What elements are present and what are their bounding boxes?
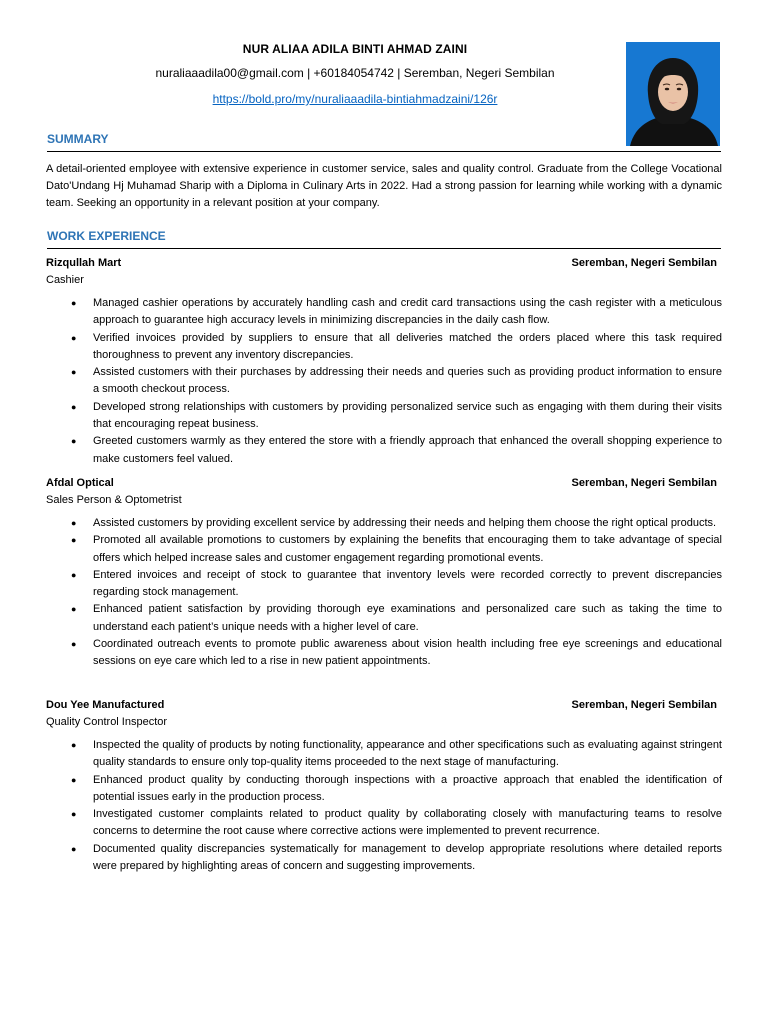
job-role: Cashier [46, 274, 84, 286]
summary-heading: SUMMARY [47, 131, 721, 152]
job-bullet-list [46, 737, 722, 875]
summary-text: A detail-oriented employee with extensive experience in customer service, sales and quality control. Graduate from the College Vocational Dato'Undang Hj Muhamad Sharip with a Diploma in Culinary Arts in 2022. Had a strong passion for learning while working with a dynamic team. Seeking an opportunity in a relevant position at your company. [46, 163, 722, 210]
job-bullet-list [46, 295, 722, 468]
job-location: Seremban, Negeri Sembilan [571, 477, 717, 489]
job-location: Seremban, Negeri Sembilan [571, 257, 717, 269]
bullet-dot-icon: ● [71, 740, 77, 750]
job-company: Rizqullah Mart [46, 257, 122, 269]
job-bullet: ● Enhanced patient satisfaction by providing thorough eye examinations and personalized care such as taking the time to understand each patient’s unique needs with a higher level of care. [71, 603, 722, 633]
job-bullet: ● Enhanced product quality by conducting thorough inspections with a proactive approach that enabled the identification of potential issues early in the production process. [71, 773, 722, 803]
job-bullet: ● Entered invoices and receipt of stock to guarantee that inventory levels were recorded correctly to prevent discrepancies regarding stock management. [71, 568, 722, 599]
job-bullet: ● Coordinated outreach events to promote public awareness about vision health including free eye screenings and educational sessions on eye care which led to a rise in new patient appointments. [71, 638, 722, 668]
job-bullet: ● Assisted customers by providing excellent service by addressing their needs and helping them choose the right optical products. [46, 515, 722, 532]
job-bullet: ● Documented quality discrepancies systematically for management to develop appropriate resolutions where detailed reports were prepared by highlighting areas of concern and suggesting improvements. [71, 842, 722, 873]
job-bullet: ● Promoted all available promotions to customers by explaining the benefits that encouraging them to take advantage of special offers which helped increase sales and customer engagement regarding promotional events. [71, 534, 722, 564]
job-bullet: ● Greeted customers warmly as they entered the store with a friendly approach that enhanced the overall shopping experience to make customers feel valued. [71, 435, 722, 465]
bullet-dot-icon: ● [71, 774, 77, 785]
job-entry [46, 475, 722, 671]
profile-link[interactable]: https://bold.pro/my/nuraliaaadila-bintiahmadzaini/126r [212, 92, 498, 106]
job-bullet-list [46, 515, 722, 671]
job-bullet: ● Assisted customers with their purchases by addressing their needs and queries such as providing product information to ensure a smooth checkout process. [71, 366, 722, 396]
bullet-dot-icon: ● [71, 367, 77, 378]
job-bullet: ● Managed cashier operations by accurately handling cash and credit card transactions using the cash register with a meticulous approach to guarantee high accuracy levels in minimizing discrepancies in the daily cash flow. [71, 297, 722, 327]
bullet-dot-icon: ● [71, 809, 77, 820]
job-bullet: ● Developed strong relationships with customers by providing personalized service such as engaging with them during their visits that encouraging repeat business. [71, 400, 722, 431]
job-location: Seremban, Negeri Sembilan [571, 699, 717, 711]
job-header [46, 697, 722, 714]
bullet-dot-icon: ● [71, 639, 77, 650]
bullet-dot-icon: ● [71, 436, 77, 447]
job-role: Sales Person & Optometrist [46, 494, 182, 506]
job-header [46, 255, 722, 272]
bullet-dot-icon: ● [71, 332, 77, 343]
job-entry [46, 255, 722, 468]
job-bullet: ● Investigated customer complaints related to product quality by collaborating closely with manufacturing teams to resolve concerns to determine the root cause where corrective actions were implemented to prevent recurrence. [71, 808, 722, 838]
job-entry [46, 697, 722, 875]
bullet-dot-icon: ● [71, 604, 77, 615]
bullet-dot-icon: ● [71, 535, 77, 546]
job-bullet: ● Inspected the quality of products by noting functionality, appearance and other specifications such as evaluating against stringent quality standards to ensure only top-quality items proceeded to the next stage of manufacturing. [71, 739, 722, 769]
bullet-dot-icon: ● [71, 401, 77, 412]
contact-line: nuraliaaadila00@gmail.com | +60184054742 | Seremban, Negeri Sembilan [155, 66, 555, 80]
bullet-dot-icon: ● [71, 518, 77, 528]
job-company: Afdal Optical [46, 477, 114, 489]
work-experience-heading: WORK EXPERIENCE [47, 228, 721, 249]
job-bullet: ● Verified invoices provided by suppliers to ensure that all deliveries matched the orders placed where this task required thoroughness to prevent any inventory discrepancies. [71, 331, 722, 361]
bullet-dot-icon: ● [71, 843, 77, 854]
bullet-dot-icon: ● [71, 569, 77, 580]
bullet-dot-icon: ● [71, 298, 77, 308]
job-company: Dou Yee Manufactured [46, 699, 165, 711]
candidate-name: NUR ALIAA ADILA BINTI AHMAD ZAINI [242, 42, 468, 56]
job-header [46, 475, 722, 492]
job-role: Quality Control Inspector [46, 716, 168, 728]
